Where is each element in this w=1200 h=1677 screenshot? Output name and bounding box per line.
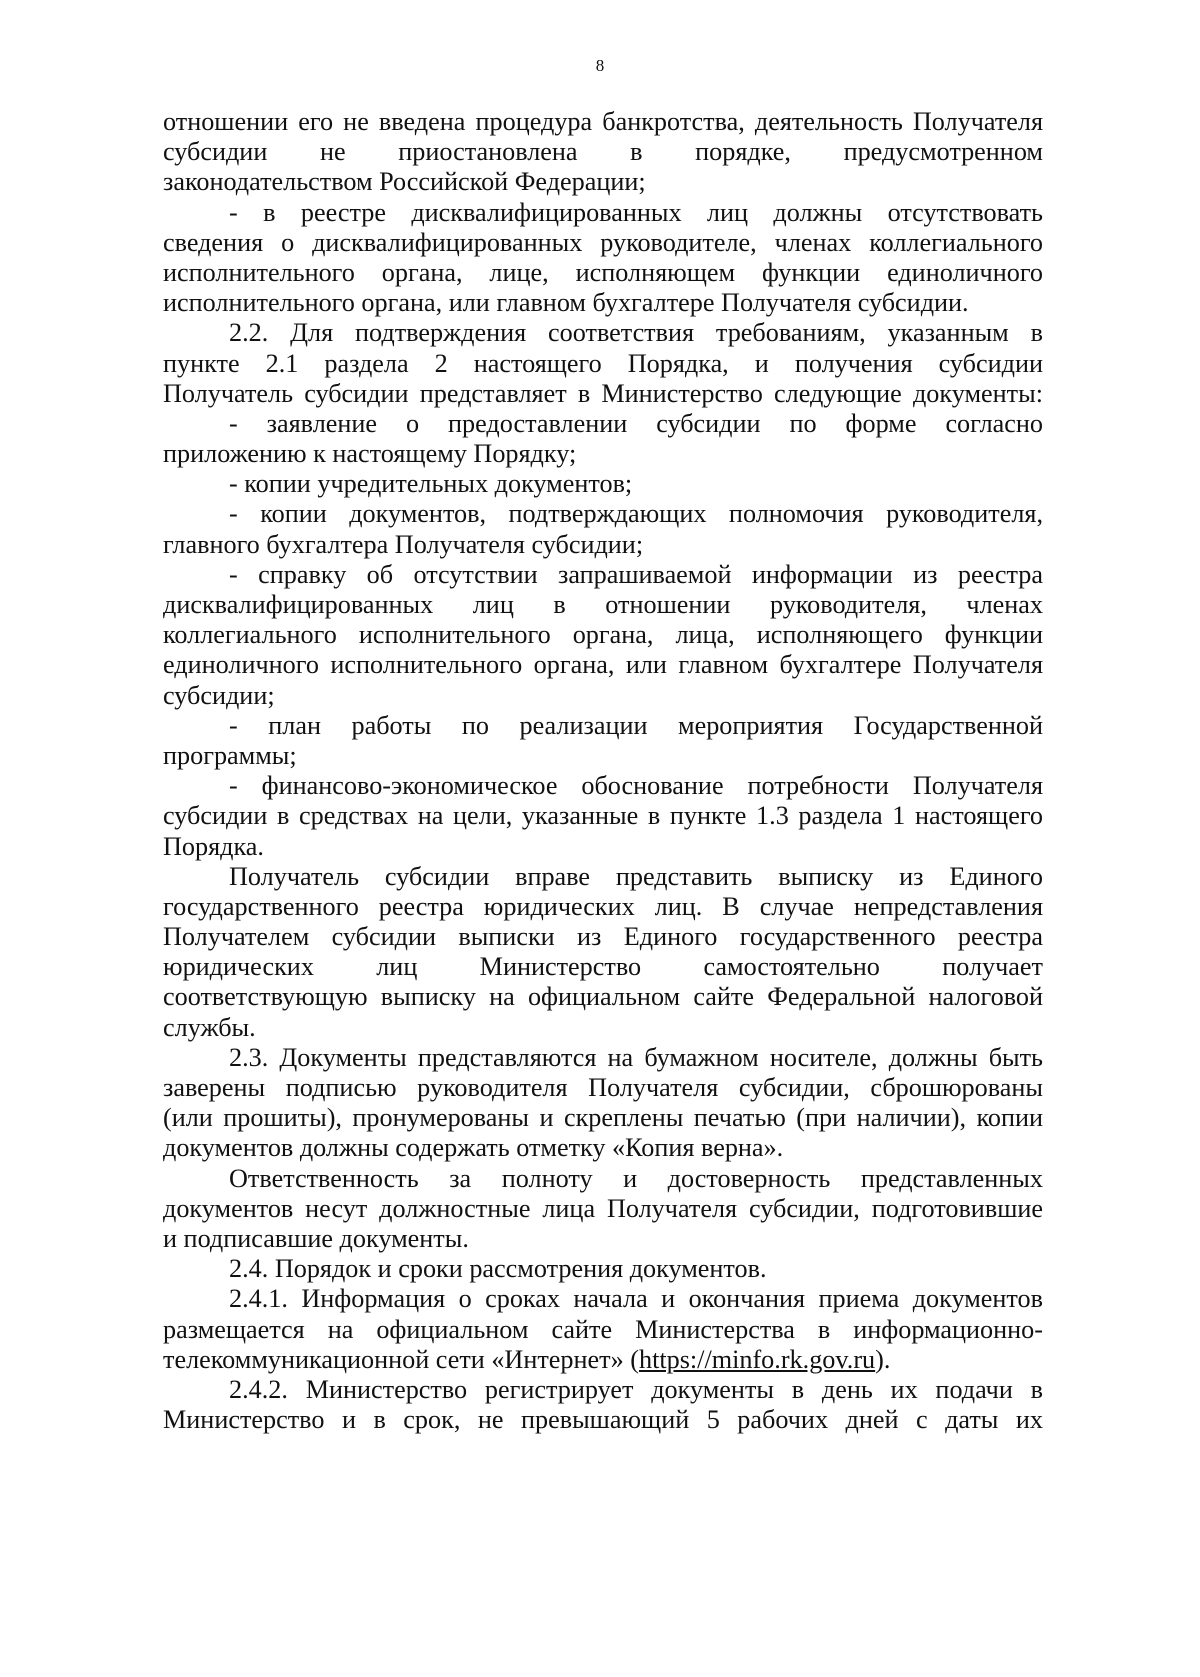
text-line: заверены подписью руководителя Получателя субсидии, сброшюрованы xyxy=(163,1073,1043,1102)
text-line: службы. xyxy=(163,1012,256,1042)
text-line: пункте 2.1 раздела 2 настоящего Порядка, и получения субсидии xyxy=(163,348,1043,378)
text-line: - копии документов, подтверждающих полномочия руководителя, xyxy=(229,499,1043,529)
text-line: и подписавшие документы. xyxy=(163,1223,469,1253)
text-line: - заявление о предоставлении субсидии по форме согласно xyxy=(229,408,1043,438)
text-line: Порядка. xyxy=(163,831,264,861)
text-line: Ответственность за полноту и достоверность представленных xyxy=(229,1163,1043,1193)
text-line: главного бухгалтера Получателя субсидии; xyxy=(163,529,644,559)
text-line: 2.4. Порядок и сроки рассмотрения документов. xyxy=(229,1254,767,1284)
text-line: - справку об отсутствии запрашиваемой информации из реестра xyxy=(229,559,1043,589)
text-line: юридических лиц Министерство самостоятельно получает xyxy=(163,952,1043,982)
text-line: единоличного исполнительного органа, или главном бухгалтере Получателя xyxy=(163,650,1043,680)
text-line: приложению к настоящему Порядку; xyxy=(163,439,577,469)
text-line: (или прошиты), пронумерованы и скреплены печатью (при наличии), копии xyxy=(163,1103,1043,1133)
text-line: дисквалифицированных лиц в отношении руководителя, членах xyxy=(163,590,1043,619)
text-line: законодательством Российской Федерации; xyxy=(163,167,646,197)
link-suffix: ). xyxy=(875,1344,891,1374)
text-line: исполнительного органа, или главном бухгалтере Получателя субсидии. xyxy=(163,288,969,318)
text-line: Министерство и в срок, не превышающий 5 рабочих дней с даты их xyxy=(163,1405,1043,1435)
text-line: - копии учредительных документов; xyxy=(229,469,633,499)
text-line: - финансово-экономическое обоснование потребности Получателя xyxy=(229,771,1043,801)
text-line: 2.3. Документы представляются на бумажном носителе, должны быть xyxy=(229,1042,1043,1072)
text-line: 2.4.2. Министерство регистрирует документы в день их подачи в xyxy=(229,1374,1043,1404)
text-line: коллегиального исполнительного органа, лица, исполняющего функции xyxy=(163,620,1043,650)
text-line: субсидии в средствах на цели, указанные в пункте 1.3 раздела 1 настоящего xyxy=(163,801,1043,831)
text-line: субсидии; xyxy=(163,680,275,710)
text-line: документов несут должностные лица Получателя субсидии, подготовившие xyxy=(163,1193,1043,1223)
text-line: - план работы по реализации мероприятия Государственной xyxy=(229,710,1043,740)
text-line: Получателем субсидии выписки из Единого государственного реестра xyxy=(163,922,1043,952)
text-line: исполнительного органа, лице, исполняющем функции единоличного xyxy=(163,257,1043,287)
text-line: отношении его не введена процедура банкротства, деятельность Получателя xyxy=(163,107,1043,136)
document-body xyxy=(163,107,1043,1435)
text-line: соответствующую выписку на официальном сайте Федеральной налоговой xyxy=(163,982,1043,1012)
page-number: 8 xyxy=(595,56,605,75)
text-line: Получатель субсидии вправе представить выписку из Единого xyxy=(229,861,1043,891)
text-line: программы; xyxy=(163,740,297,770)
text-line: сведения о дисквалифицированных руководителе, членах коллегиального xyxy=(163,227,1043,257)
text-line: - в реестре дисквалифицированных лиц должны отсутствовать xyxy=(229,197,1043,227)
ministry-website-link[interactable]: https://minfo.rk.gov.ru xyxy=(638,1344,876,1374)
text-line: документов должны содержать отметку «Копия верна». xyxy=(163,1133,784,1163)
text-line: субсидии не приостановлена в порядке, предусмотренном xyxy=(163,137,1043,167)
text-line: 2.4.1. Информация о сроках начала и окончания приема документов xyxy=(229,1284,1043,1314)
text-line-with-link xyxy=(163,1345,1043,1375)
text-line: Получатель субсидии представляет в Министерство следующие документы: xyxy=(163,378,1043,408)
text-line: государственного реестра юридических лиц. В случае непредставления xyxy=(163,891,1043,921)
text-line: размещается на официальном сайте Министерства в информационно- xyxy=(163,1314,1043,1344)
link-prefix: телекоммуникационной сети «Интернет» ( xyxy=(163,1344,639,1374)
text-line: 2.2. Для подтверждения соответствия требованиям, указанным в xyxy=(229,318,1043,348)
